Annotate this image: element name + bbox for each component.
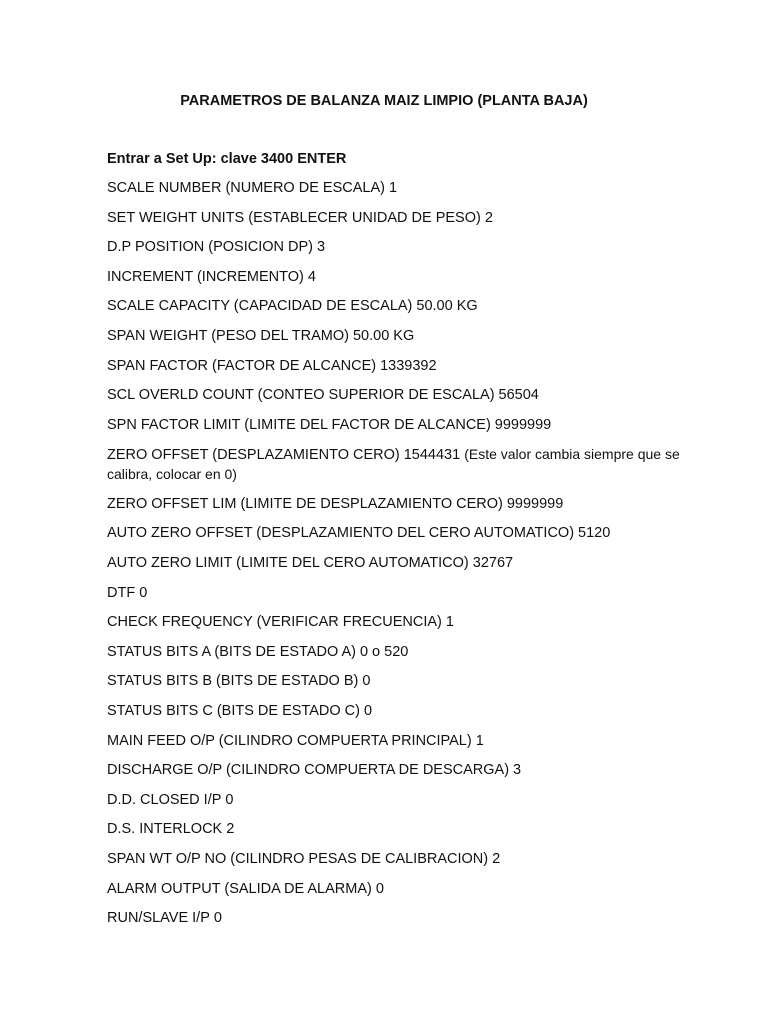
parameter-value: 56504 (498, 387, 539, 404)
parameter-row (107, 554, 682, 573)
parameter-row (107, 584, 682, 603)
parameter-value: 2 (492, 850, 501, 867)
parameter-label: D.P POSITION (POSICION DP) (107, 239, 313, 256)
parameter-row (107, 761, 682, 780)
parameter-value: 0 (362, 673, 371, 690)
parameter-value: 9999999 (506, 495, 564, 512)
parameter-label: SET WEIGHT UNITS (ESTABLECER UNIDAD DE PESO) (107, 209, 481, 226)
parameter-value: 4 (307, 268, 316, 285)
parameter-row (107, 732, 682, 751)
parameter-value: 32767 (472, 555, 514, 572)
parameter-row (107, 672, 682, 691)
parameter-label: ZERO OFFSET (DESPLAZAMIENTO CERO) (107, 447, 400, 464)
parameter-label: ZERO OFFSET LIM (LIMITE DE DESPLAZAMIENTO CERO) (107, 495, 503, 512)
parameter-value: 2 (226, 821, 235, 838)
parameter-label: SCALE NUMBER (NUMERO DE ESCALA) (107, 180, 385, 196)
parameter-value: 5120 (578, 525, 611, 542)
page-title: PARAMETROS DE BALANZA MAIZ LIMPIO (PLANTA BAJA) (180, 93, 588, 109)
parameter-label: DTF (107, 584, 136, 601)
parameter-label: STATUS BITS A (BITS DE ESTADO A) (107, 643, 356, 660)
parameter-row (107, 524, 682, 543)
parameter-value: 1 (388, 180, 398, 196)
parameter-label: SCL OVERLD COUNT (CONTEO SUPERIOR DE ESCALA) (107, 387, 495, 404)
parameter-row (107, 445, 682, 485)
parameter-note: (Este valor cambia siempre que se calibra, colocar en 0) (107, 446, 680, 483)
parameter-row (107, 268, 682, 287)
parameter-label: SPN FACTOR LIMIT (LIMITE DEL FACTOR DE ALCANCE) (107, 416, 491, 433)
parameter-row (107, 702, 682, 721)
parameter-label: MAIN FEED O/P (CILINDRO COMPUERTA PRINCIPAL) (107, 732, 472, 749)
parameter-label: RUN/SLAVE I/P (107, 910, 210, 927)
parameter-row (107, 179, 682, 198)
parameter-value: 0 (375, 880, 384, 897)
parameter-label: ALARM OUTPUT (SALIDA DE ALARMA) (107, 880, 372, 897)
parameter-value: 1 (445, 614, 454, 631)
parameter-row (107, 880, 682, 899)
parameter-value: 3 (513, 762, 522, 779)
parameter-row (107, 495, 682, 514)
parameter-row (107, 416, 682, 435)
parameter-row (107, 820, 682, 839)
parameter-list (107, 179, 682, 939)
parameter-row (107, 791, 682, 810)
parameter-row (107, 850, 682, 869)
parameter-value: 1339392 (380, 357, 437, 374)
parameter-label: STATUS BITS C (BITS DE ESTADO C) (107, 703, 360, 719)
parameter-value: 50.00 KG (352, 327, 415, 344)
parameter-value: 2 (484, 209, 493, 226)
parameter-label: STATUS BITS B (BITS DE ESTADO B) (107, 673, 359, 690)
parameter-value: 0 (139, 584, 148, 601)
parameter-row (107, 613, 682, 632)
parameter-label: AUTO ZERO LIMIT (LIMITE DEL CERO AUTOMATICO) (107, 555, 469, 572)
parameter-row (107, 238, 682, 257)
parameter-label: SPAN WEIGHT (PESO DEL TRAMO) (107, 327, 349, 344)
parameter-label: AUTO ZERO OFFSET (DESPLAZAMIENTO DEL CERO AUTOMATICO) (107, 525, 575, 542)
parameter-value: 50.00 KG (416, 298, 478, 315)
parameter-value: 1 (475, 732, 484, 749)
parameter-label: SPAN FACTOR (FACTOR DE ALCANCE) (107, 357, 377, 374)
parameter-label: CHECK FREQUENCY (VERIFICAR FRECUENCIA) (107, 614, 442, 631)
parameter-label: D.D. CLOSED I/P (107, 791, 222, 808)
parameter-row (107, 297, 682, 316)
parameter-row (107, 327, 682, 346)
parameter-value: 0 (213, 910, 222, 927)
parameter-value: 1544431 (403, 447, 461, 464)
parameter-label: SPAN WT O/P NO (CILINDRO PESAS DE CALIBRACION) (107, 850, 489, 867)
parameter-row (107, 643, 682, 662)
parameter-row (107, 209, 682, 228)
parameter-value: 9999999 (494, 416, 552, 433)
parameter-row (107, 386, 682, 405)
parameter-value: 0 (363, 703, 373, 719)
parameter-value: 3 (316, 239, 326, 256)
parameter-label: D.S. INTERLOCK (107, 821, 223, 838)
parameter-label: SCALE CAPACITY (CAPACIDAD DE ESCALA) (107, 298, 413, 315)
parameter-value: 0 o 520 (359, 643, 409, 660)
setup-instruction: Entrar a Set Up: clave 3400 ENTER (107, 151, 347, 167)
parameter-label: DISCHARGE O/P (CILINDRO COMPUERTA DE DESCARGA) (107, 762, 510, 779)
parameter-row (107, 357, 682, 376)
parameter-value: 0 (225, 791, 234, 808)
parameter-row (107, 909, 682, 928)
parameter-label: INCREMENT (INCREMENTO) (107, 268, 304, 285)
